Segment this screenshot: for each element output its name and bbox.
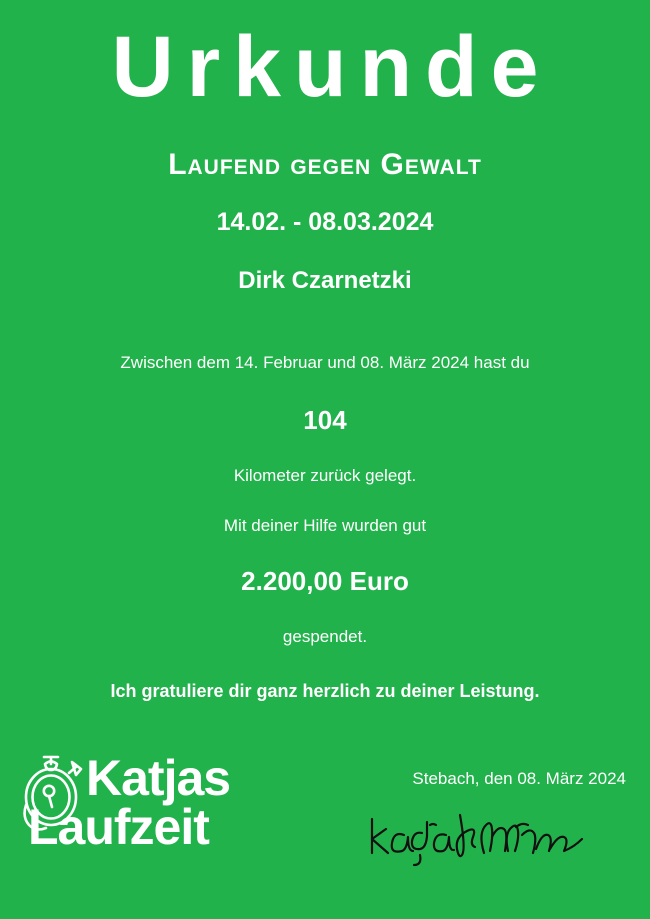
certificate-subtitle: Laufend gegen Gewalt [168,148,482,182]
certificate-footer [0,747,650,897]
donation-suffix-line: gespendet. [282,627,368,647]
congratulation-line: Ich gratuliere dir ganz herzlich zu deiner Leistung. [110,681,540,702]
certificate-date-range: 14.02. - 08.03.2024 [216,208,434,237]
signature [360,809,590,869]
intro-line: Zwischen dem 14. Februar und 08. März 2024 hast du [120,353,530,373]
donation-amount: 2.200,00 Euro [241,566,409,597]
brand-logo-line2: Laufzeit [28,799,209,855]
brand-logo-text [28,750,231,855]
participant-name: Dirk Czarnetzki [238,267,412,295]
brand-logo [14,748,264,893]
distance-unit-line: Kilometer zurück gelegt. [233,466,417,486]
donation-intro-line: Mit deiner Hilfe wurden gut [223,516,427,536]
distance-value: 104 [303,405,347,436]
place-and-date: Stebach, den 08. März 2024 [412,769,626,788]
brand-logo-line1: Katjas [86,750,231,806]
certificate-title: Urkunde [111,19,552,115]
